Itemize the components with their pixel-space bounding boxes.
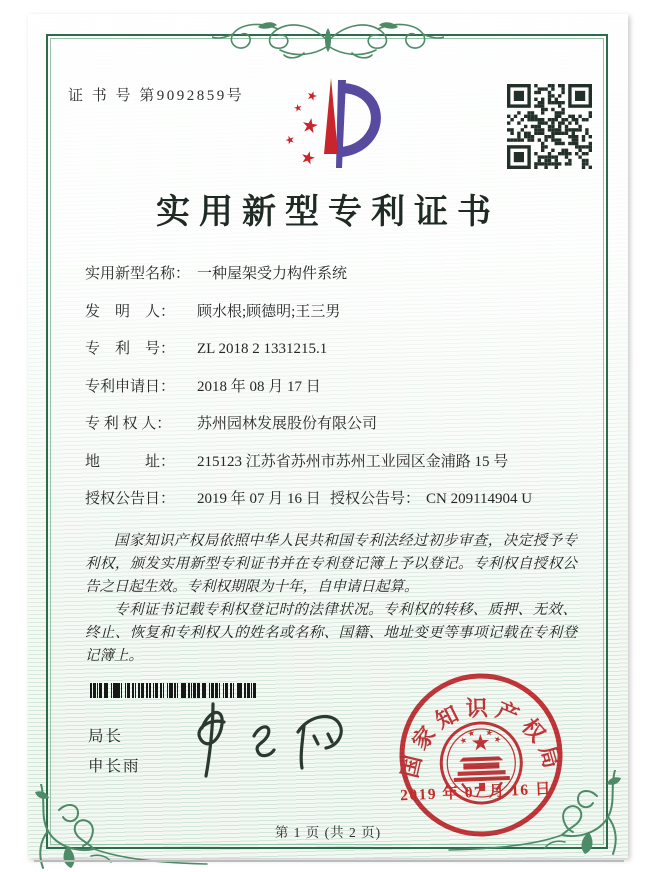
field-value: 2018 年 08 月 17 日 [197,379,321,395]
legal-statement [85,530,577,668]
certificate-number: 证 书 号 第9092859号 [68,88,245,104]
field-label: 授权公告号： [330,491,421,507]
field-value: CN 209114904 U [426,491,533,507]
field-inventors [85,300,585,321]
field-value: 苏州园林发展股份有限公司 [197,416,378,432]
field-label: 实用新型名称： [85,266,191,282]
field-value: ZL 2018 2 1331215.1 [197,341,328,357]
top-flourish-ornament [212,19,444,63]
field-patent-number [85,337,585,358]
field-label: 授权公告日： [85,491,176,507]
legal-paragraph-1: 国家知识产权局依照中华人民共和国专利法经过初步审查，决定授予专利权，颁发实用新型专利证书并在专利登记簿上予以登记。专利权自授权公告之日起生效。专利权期限为十年，自申请日起算。 [85,533,577,595]
field-publication-number [330,487,532,508]
logo-red-spike [324,78,338,154]
qr-code [507,84,592,169]
page-number: 第 1 页 (共 2 页) [274,825,382,840]
field-utility-model-name [85,262,585,283]
field-patentee [85,412,585,433]
cnipa-logo [276,74,386,176]
signer-block [88,722,141,782]
seal-date: 2019 年 07 月 16 日 [399,780,553,805]
handwritten-signature [180,692,358,792]
logo-p-shape [336,80,376,168]
field-label: 专 利 号： [85,341,176,357]
next-page-edge [34,860,624,862]
seal-ring-text: 国家知识产权局 [396,695,567,781]
signer-title: 局长 [88,728,124,745]
field-value: 2019 年 07 月 16 日 [197,491,321,507]
field-value: 顾水根;顾德明;王三男 [197,304,341,320]
field-label: 发 明 人： [85,304,176,320]
certificate-title: 实用新型专利证书 [156,194,500,231]
logo-stars [284,90,318,165]
field-address [85,450,585,471]
certificate-paper [28,14,628,858]
field-filing-date [85,375,585,396]
field-label: 专 利 权 人： [85,416,172,432]
field-value: 215123 江苏省苏州市苏州工业园区金浦路 15 号 [197,454,509,470]
field-grant-date [85,487,585,508]
field-label: 专利申请日： [85,379,176,395]
signer-name: 申长雨 [88,758,141,775]
legal-paragraph-2: 专利证书记载专利权登记时的法律状况。专利权的转移、质押、无效、终止、恢复和专利权人的姓名或名称、国籍、地址变更等事项记载在专利登记簿上。 [85,602,577,664]
field-value: 一种屋架受力构件系统 [197,266,348,282]
official-seal [394,668,568,842]
field-label: 地 址： [85,454,176,470]
